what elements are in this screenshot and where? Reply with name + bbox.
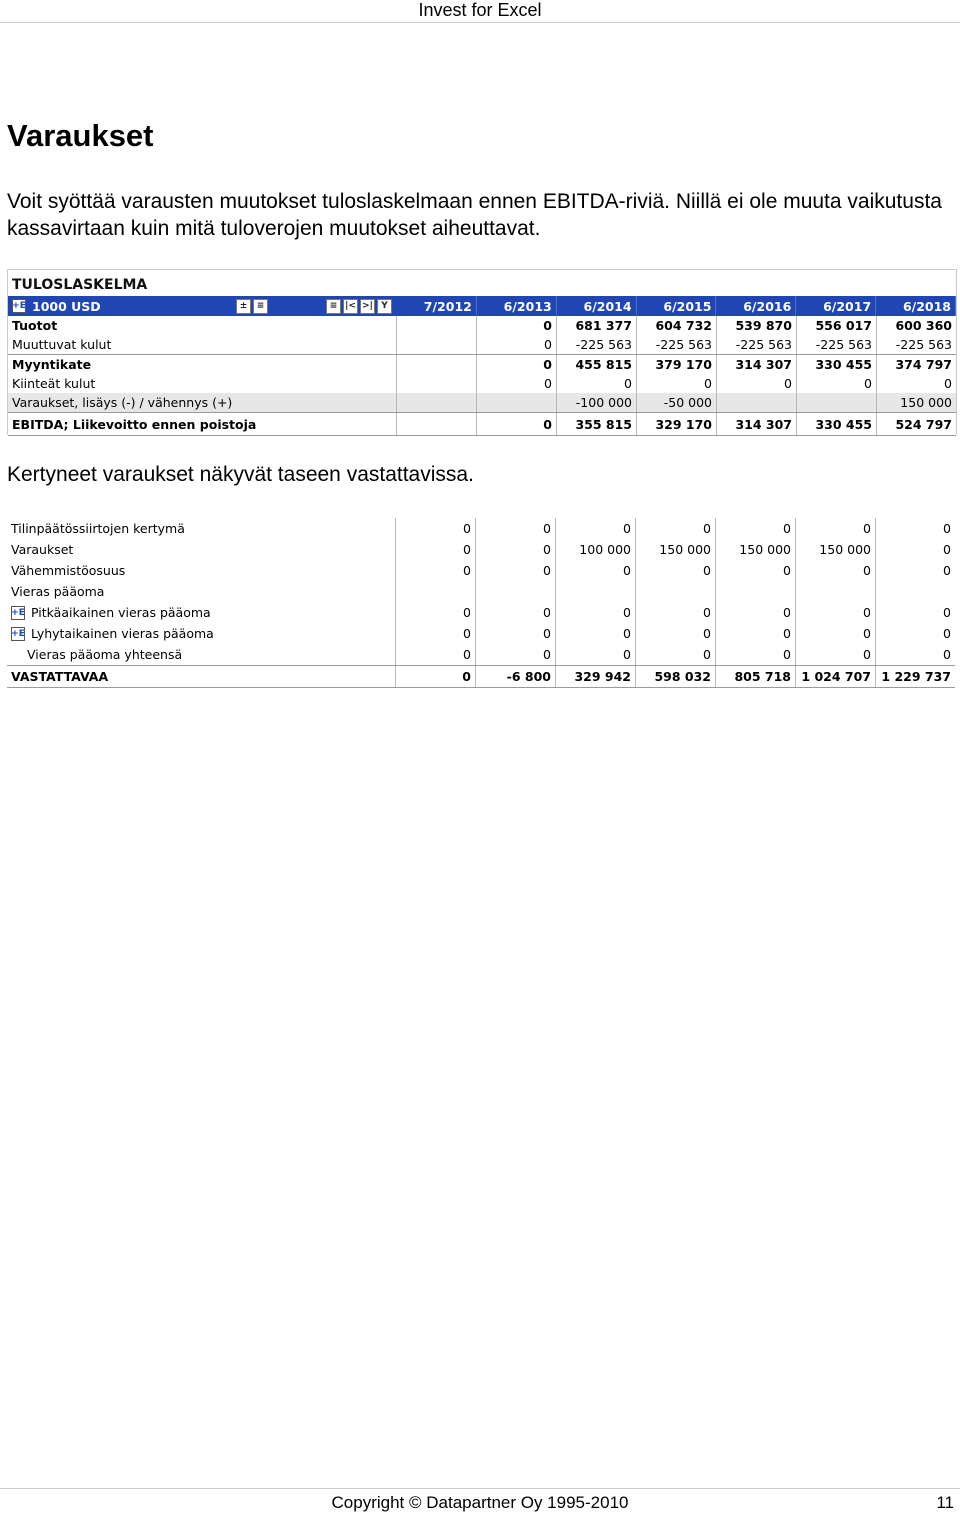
table-cell[interactable]: 330 455 <box>797 413 877 435</box>
table-cell: 805 718 <box>716 666 796 687</box>
balance-body <box>7 518 955 688</box>
table-cell[interactable]: 0 <box>477 413 557 435</box>
table-cell: 0 <box>396 518 476 539</box>
period-header: 7/2012 <box>397 296 477 316</box>
period-header: 6/2014 <box>557 296 637 316</box>
table-cell: 0 <box>396 560 476 581</box>
period-header: 6/2018 <box>876 296 956 316</box>
table-cell <box>556 581 636 602</box>
table-row <box>7 539 955 560</box>
table-cell <box>636 581 716 602</box>
table-cell: 0 <box>476 518 556 539</box>
table-cell: 0 <box>716 602 796 623</box>
table-cell[interactable]: 355 815 <box>557 413 637 435</box>
table-cell <box>397 413 477 435</box>
table-cell[interactable]: -225 563 <box>717 335 797 354</box>
table-cell: 329 942 <box>556 666 636 687</box>
row-label <box>7 539 396 560</box>
row-label-text: Pitkäaikainen vieras pääoma <box>31 605 211 620</box>
table-cell: 0 <box>396 602 476 623</box>
row-label-text: Vähemmistöosuus <box>11 563 126 578</box>
table-cell <box>397 355 477 374</box>
page-header-title: Invest for Excel <box>418 0 542 20</box>
table-cell[interactable] <box>797 393 877 412</box>
row-label-text: Lyhytaikainen vieras pääoma <box>31 626 214 641</box>
table-cell: 0 <box>476 623 556 644</box>
page-header <box>0 0 960 23</box>
table-cell[interactable]: -225 563 <box>637 335 717 354</box>
table-icon[interactable]: ≡ <box>253 299 268 314</box>
table-cell: 0 <box>476 539 556 560</box>
row-label: Kiinteät kulut <box>8 374 397 393</box>
table-cell[interactable]: 0 <box>944 376 952 391</box>
table-cell: 0 <box>636 560 716 581</box>
table-cell: 0 <box>556 623 636 644</box>
table-cell[interactable]: 604 732 <box>637 316 717 335</box>
table-cell: 150 000 <box>716 539 796 560</box>
row-label-text: Vieras pääoma yhteensä <box>27 647 183 662</box>
table-cell[interactable]: 455 815 <box>557 355 637 374</box>
table-row <box>8 316 956 335</box>
table-cell: 0 <box>476 560 556 581</box>
income-header-row <box>8 296 956 316</box>
table-cell: 0 <box>943 542 951 557</box>
table-cell <box>716 581 796 602</box>
table-cell: 1 229 737 <box>881 669 951 684</box>
table-cell: 0 <box>556 602 636 623</box>
table-cell: 150 000 <box>636 539 716 560</box>
income-statement-sheet <box>7 269 957 435</box>
collapse-icon[interactable]: ≡ <box>326 299 341 314</box>
table-cell[interactable]: 329 170 <box>637 413 717 435</box>
table-cell[interactable]: 524 797 <box>895 416 952 432</box>
table-cell[interactable]: 314 307 <box>717 413 797 435</box>
table-cell <box>397 335 477 354</box>
table-cell: 0 <box>396 623 476 644</box>
table-row <box>7 560 955 581</box>
table-row <box>8 335 956 354</box>
row-label: EBITDA; Liikevoitto ennen poistoja <box>8 413 397 435</box>
table-cell[interactable]: -225 563 <box>895 337 952 352</box>
row-label <box>7 666 396 687</box>
table-row <box>7 665 955 688</box>
table-cell: 0 <box>396 644 476 665</box>
row-label <box>7 560 396 581</box>
table-cell[interactable]: 0 <box>477 316 557 335</box>
table-cell[interactable]: 0 <box>717 374 797 393</box>
unit-cell <box>8 296 397 316</box>
table-row <box>7 518 955 539</box>
table-cell: 0 <box>796 518 876 539</box>
table-cell[interactable]: 150 000 <box>900 395 952 410</box>
row-label: Tuotot <box>8 316 397 335</box>
table-cell[interactable]: 0 <box>477 374 557 393</box>
row-label-text: Vieras pääoma <box>11 584 105 599</box>
table-cell[interactable]: 0 <box>797 374 877 393</box>
table-cell: 0 <box>556 560 636 581</box>
row-label: Varaukset, lisäys (-) / vähennys (+) <box>8 393 397 412</box>
table-cell: 0 <box>716 560 796 581</box>
table-cell: 150 000 <box>796 539 876 560</box>
table-cell: 0 <box>396 666 476 687</box>
intro-paragraph: Voit syöttää varausten muutokset tuloslaskelmaan ennen EBITDA-riviä. Niillä ei ole muuta vaikutusta kassavirtaan kuin mitä tuloverojen muutokset aiheuttavat. <box>7 190 942 240</box>
table-cell: -6 800 <box>476 666 556 687</box>
table-cell: 0 <box>636 602 716 623</box>
period-header: 6/2017 <box>796 296 876 316</box>
table-cell: 0 <box>796 623 876 644</box>
table-cell[interactable]: -100 000 <box>557 393 637 412</box>
row-label-text: VASTATTAVAA <box>11 669 109 684</box>
table-cell <box>397 374 477 393</box>
table-cell: 0 <box>716 518 796 539</box>
table-cell <box>476 581 556 602</box>
table-cell[interactable]: -225 563 <box>797 335 877 354</box>
unit-label: 1000 USD <box>32 298 101 314</box>
table-cell: 100 000 <box>556 539 636 560</box>
balance-sheet-liabilities <box>7 518 955 686</box>
table-cell: 0 <box>556 644 636 665</box>
table-cell <box>397 393 477 412</box>
table-cell[interactable]: 681 377 <box>557 316 637 335</box>
table-row <box>8 412 956 436</box>
table-cell <box>396 581 476 602</box>
table-row <box>8 354 956 374</box>
table-cell[interactable]: 374 797 <box>895 357 952 372</box>
table-cell: 0 <box>716 644 796 665</box>
table-cell[interactable] <box>477 393 557 412</box>
table-cell[interactable]: -50 000 <box>637 393 717 412</box>
table-row <box>8 393 956 412</box>
table-cell: 0 <box>556 518 636 539</box>
table-row <box>8 374 956 393</box>
balance-paragraph: Kertyneet varaukset näkyvät taseen vastattavissa. <box>7 463 474 486</box>
table-cell: 0 <box>943 521 951 536</box>
expand-icon[interactable]: +E <box>11 607 25 618</box>
table-cell[interactable]: 0 <box>477 335 557 354</box>
header-toolbar <box>234 299 392 314</box>
page-number: 11 <box>936 1493 954 1512</box>
table-cell: 0 <box>476 602 556 623</box>
table-cell <box>796 581 876 602</box>
table-cell[interactable]: 0 <box>477 355 557 374</box>
row-label-text: Varaukset <box>11 542 74 557</box>
row-label <box>7 644 396 665</box>
row-label: Muuttuvat kulut <box>8 335 397 354</box>
table-cell: 0 <box>476 644 556 665</box>
period-header: 6/2015 <box>637 296 717 316</box>
filter-icon[interactable]: Y <box>377 299 392 314</box>
table-cell[interactable] <box>717 393 797 412</box>
table-cell: 1 024 707 <box>796 666 876 687</box>
table-cell[interactable]: 556 017 <box>797 316 877 335</box>
table-cell <box>397 316 477 335</box>
table-cell <box>876 581 955 602</box>
period-header: 6/2013 <box>477 296 557 316</box>
calc-icon[interactable]: ± <box>236 299 251 314</box>
page-footer <box>0 1488 960 1515</box>
table-cell: 598 032 <box>636 666 716 687</box>
table-cell: 0 <box>636 518 716 539</box>
table-cell[interactable]: 314 307 <box>717 355 797 374</box>
footer-copyright: Copyright © Datapartner Oy 1995-2010 <box>331 1493 629 1512</box>
table-cell[interactable]: 330 455 <box>797 355 877 374</box>
table-cell[interactable]: 600 360 <box>895 318 952 333</box>
table-cell[interactable]: 0 <box>557 374 637 393</box>
row-label-text: Tilinpäätössiirtojen kertymä <box>11 521 185 536</box>
table-row <box>7 644 955 665</box>
income-statement-title: TULOSLASKELMA <box>12 277 148 293</box>
row-label: Myyntikate <box>8 355 397 374</box>
period-header: 6/2016 <box>716 296 796 316</box>
table-cell: 0 <box>943 563 951 578</box>
table-cell: 0 <box>396 539 476 560</box>
section-heading: Varaukset <box>7 118 154 153</box>
row-label <box>7 518 396 539</box>
row-label <box>7 602 396 623</box>
expand-icon[interactable]: +E <box>12 301 26 311</box>
table-cell: 0 <box>796 602 876 623</box>
table-cell: 0 <box>636 644 716 665</box>
table-cell[interactable]: -225 563 <box>557 335 637 354</box>
table-cell: 0 <box>943 626 951 641</box>
table-row <box>7 581 955 602</box>
table-cell: 0 <box>796 560 876 581</box>
table-row <box>7 602 955 623</box>
table-cell: 0 <box>943 647 951 662</box>
table-cell: 0 <box>943 605 951 620</box>
table-cell: 0 <box>796 644 876 665</box>
prev-period-icon[interactable]: |< <box>343 299 358 314</box>
income-body <box>8 316 956 436</box>
table-cell[interactable]: 539 870 <box>717 316 797 335</box>
row-label <box>7 623 396 644</box>
row-label <box>7 581 396 602</box>
table-cell: 0 <box>716 623 796 644</box>
expand-icon[interactable]: +E <box>11 628 25 639</box>
table-cell: 0 <box>636 623 716 644</box>
table-cell[interactable]: 379 170 <box>637 355 717 374</box>
table-cell[interactable]: 0 <box>637 374 717 393</box>
table-row <box>7 623 955 644</box>
next-period-icon[interactable]: >| <box>360 299 375 314</box>
